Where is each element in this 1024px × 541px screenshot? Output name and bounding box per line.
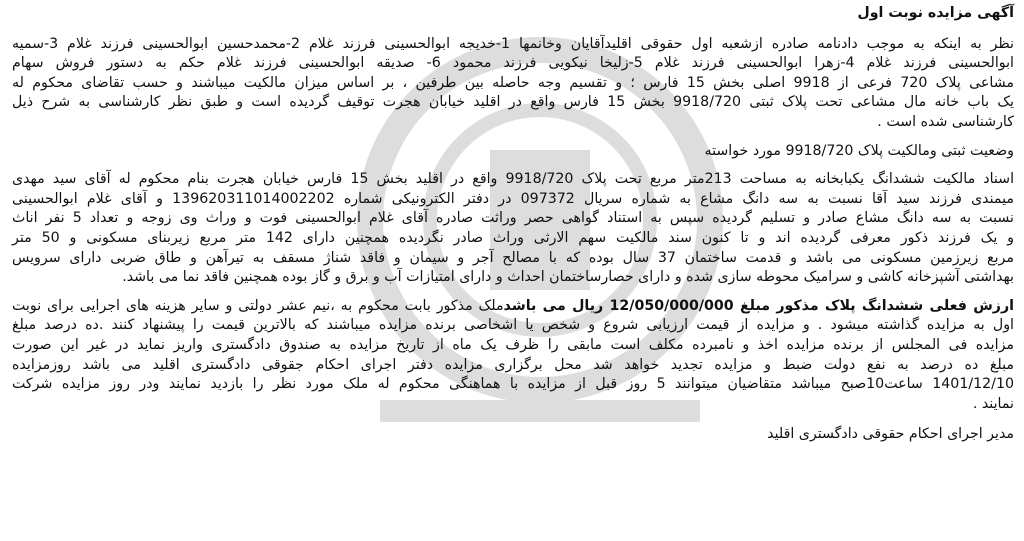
paragraph-3-line: نمایند . xyxy=(972,395,1014,412)
paragraph-1-line: کارشناسی شده است . xyxy=(877,113,1014,130)
paragraph-1-line: مشاعی پلاک 720 فرعی از 9918 اصلی بخش 15 فارس ؛ و تقسیم وجه حاصله بین طرفین ، بر اساس میزان مالکیت میباشند و حسب تقاضای محکوم له xyxy=(12,74,1014,91)
paragraph-2-line: میمندی فرزند سید آقا نسبت به سه دانگ مشاع به شماره سریال 097372 در دفتر الکترونیکی شماره 139620311014002202 و آقای غلام ابوالحسینی xyxy=(12,190,1014,207)
paragraph-3 xyxy=(12,297,1014,415)
paragraph-1-line: نظر به اینکه به موجب دادنامه صادره ازشعبه اول حقوقی اقلیدآقایان وخانمها 1-خدیجه ابوالحسینی فرزند غلام 2-محمدحسین ابوالحسینی فرزند غلام 3-سمیه xyxy=(12,35,1015,52)
paragraph-2-line: و یک فرزند ذکور معرفی گردیده اند و تا کنون سند مالکیت سهم الارثی وراث صادر نگردیده همچنین دارای 142 متر مربع زیربنای مسکونی و 50 متر xyxy=(12,229,1014,246)
paragraph-2 xyxy=(12,170,1014,288)
signature-line: مدیر اجرای احکام حقوقی دادگستری اقلید xyxy=(767,426,1014,443)
paragraph-2-line: نسبت به سه دانگ مشاع صادر و تسلیم گردیده سپس به استناد گواهی حصر وراثت صادره آقای غلام ابوالحسینی فوت و وراث وی زوجه و تعداد 5 نفر اناث xyxy=(12,210,1014,227)
paragraph-3-line: مبلغ ده درصد به نفع دولت ضبط و مزایده تجدید خواهد شد محل برگزاری مزایده دفتر اجرای احکام جقوقی دادگستری اقلید می باشد روزمزایده xyxy=(12,356,1014,373)
paragraph-2-line: اسناد مالکیت ششدانگ یکبابخانه به مساحت 213متر مربع تحت پلاک 9918/720 واقع در اقلید بخش 15 فارس خیابان هجرت بنام محکوم له آقای سید مهدی xyxy=(12,171,1015,188)
paragraph-2-line: بهداشتی آشپزخانه کاشی و سرامیک محوطه سازی شده و دارای حصارساختمان احداث و دارای امتیازات آب و برق و گاز بوده همچنین فاقد نما می باشد. xyxy=(122,269,1014,286)
registration-subheading: وضعیت ثبتی ومالکیت پلاک 9918/720 مورد خواسته xyxy=(704,142,1014,159)
paragraph-1-line: ابوالحسینی فرزند غلام 4-زهرا ابوالحسینی فرزند غلام 5-زلیخا نیکویی فرزند محمود 6- صدیقه ابوالحسینی فرزند غلام حکم به دستور فروش سهام xyxy=(12,55,1014,72)
paragraph-3-line: 1401/12/10 ساعت10صبح میباشد متقاضیان میتوانند 5 روز قبل از مزایده با هماهنگی محکوم له ملک مورد نظر را بازدید نمایند ودر روز مزایده شرکت xyxy=(12,376,1015,393)
property-value-statement: ارزش فعلی ششدانگ پلاک مذکور مبلغ 12/050/000/000 ریال می باشد xyxy=(503,297,1014,314)
paragraph-3-line: اول به مزایده گذاشته میشود . و مزایده از قیمت ارزیابی شروع و شخص یا اشخاصی برنده مزایده میباشند که بالاترین قیمت را پیشنهاد کنند .ده درصد مبلغ xyxy=(12,317,1014,334)
paragraph-1 xyxy=(12,35,1014,133)
paragraph-3-first-line-rest: ملک مذکور بابت محکوم به ،نیم عشر دولتی و سایر هزینه های اجرایی برای نوبت xyxy=(12,297,504,314)
paragraph-2-line: مربع زیرزمین مسکونی می باشد و قدمت ساختمان 37 سال بوده که با مصالح آجر و سیمان و فاقد شناژ مسقف به تیرآهن و طاق ضربی دارای سرویس xyxy=(12,249,1014,266)
paragraph-1-line: یک باب خانه مال مشاعی تحت پلاک ثبتی 9918/720 بخش 15 فارس واقع در اقلید خیابان هجرت توقیف گردیده است و طبق نظر کارشناسی به شرح ذیل xyxy=(12,94,1014,111)
paragraph-3-line: مزایده فی المجلس از برنده مزایده اخذ و نامبرده مکلف است مابقی را ظرف یک ماه از تاریخ مزایده به صندوق دادگستری واریز نماید در غیر این صورت xyxy=(12,336,1014,353)
paragraph-3-first-line xyxy=(12,297,1014,317)
notice-heading: آگهی مزایده نوبت اول xyxy=(857,5,1014,21)
